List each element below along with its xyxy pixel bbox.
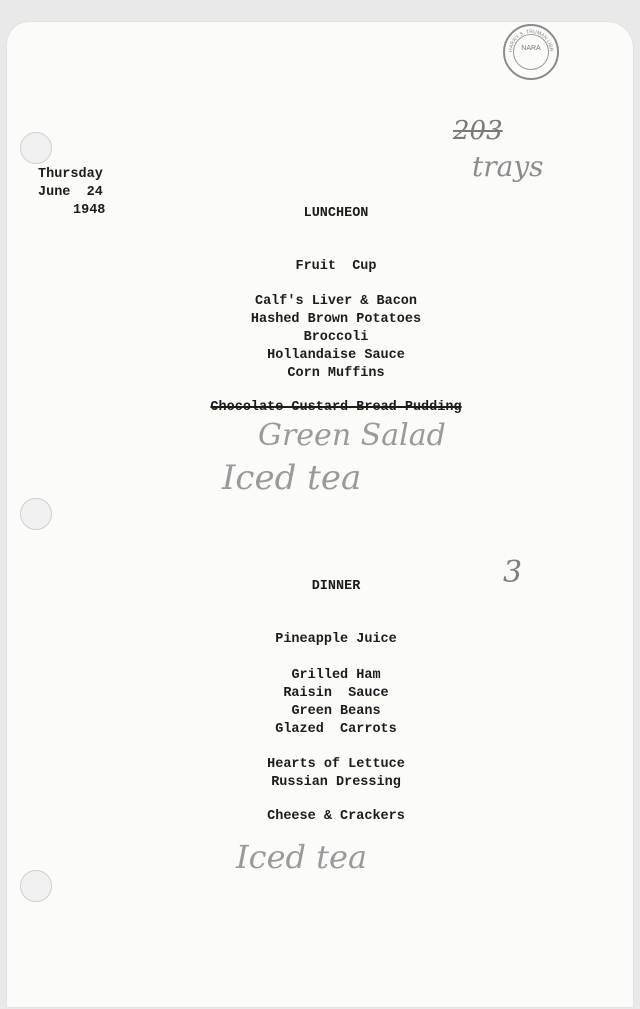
header-day: Thursday [38, 167, 103, 182]
dinner-salad-1: Hearts of Lettuce [267, 757, 405, 772]
dinner-dessert: Cheese & Crackers [267, 809, 405, 824]
archive-stamp [503, 24, 559, 80]
luncheon-main-3: Broccoli [303, 330, 369, 345]
handwritten-iced-tea-dinner: Iced tea [236, 838, 368, 876]
binder-hole-bottom [20, 870, 52, 902]
dinner-starter: Pineapple Juice [275, 632, 397, 647]
luncheon-main-5: Corn Muffins [287, 366, 385, 381]
header-year: 1948 [73, 203, 106, 218]
dinner-main-4: Glazed Carrots [275, 722, 397, 737]
handwritten-iced-tea-luncheon: Iced tea [222, 458, 362, 498]
luncheon-main-2: Hashed Brown Potatoes [250, 312, 422, 327]
binder-hole-middle [20, 498, 52, 530]
handwritten-page-number: 3 [503, 555, 523, 590]
dinner-main-2: Raisin Sauce [283, 686, 389, 701]
handwritten-green-salad: Green Salad [258, 418, 446, 453]
luncheon-main-1: Calf's Liver & Bacon [254, 294, 418, 309]
luncheon-starter: Fruit Cup [295, 259, 377, 274]
handwritten-trays: trays [472, 150, 544, 183]
header-date: June 24 [38, 185, 103, 200]
archive-stamp-ring-text: HARRY S. TRUMAN LIBR [507, 28, 555, 53]
luncheon-dessert-struck: Chocolate Custard Bread Pudding [210, 400, 462, 415]
binder-hole-top [20, 132, 52, 164]
archive-stamp-ring-text-svg [503, 24, 559, 80]
tray-count-struck: 203 [453, 116, 503, 146]
dinner-main-1: Grilled Ham [291, 668, 381, 683]
dinner-main-3: Green Beans [291, 704, 381, 719]
luncheon-main-4: Hollandaise Sauce [267, 348, 405, 363]
dinner-salad-2: Russian Dressing [271, 775, 401, 790]
archive-stamp-label: NARA [521, 45, 541, 52]
luncheon-heading: LUNCHEON [303, 206, 369, 221]
dinner-heading: DINNER [311, 579, 361, 594]
